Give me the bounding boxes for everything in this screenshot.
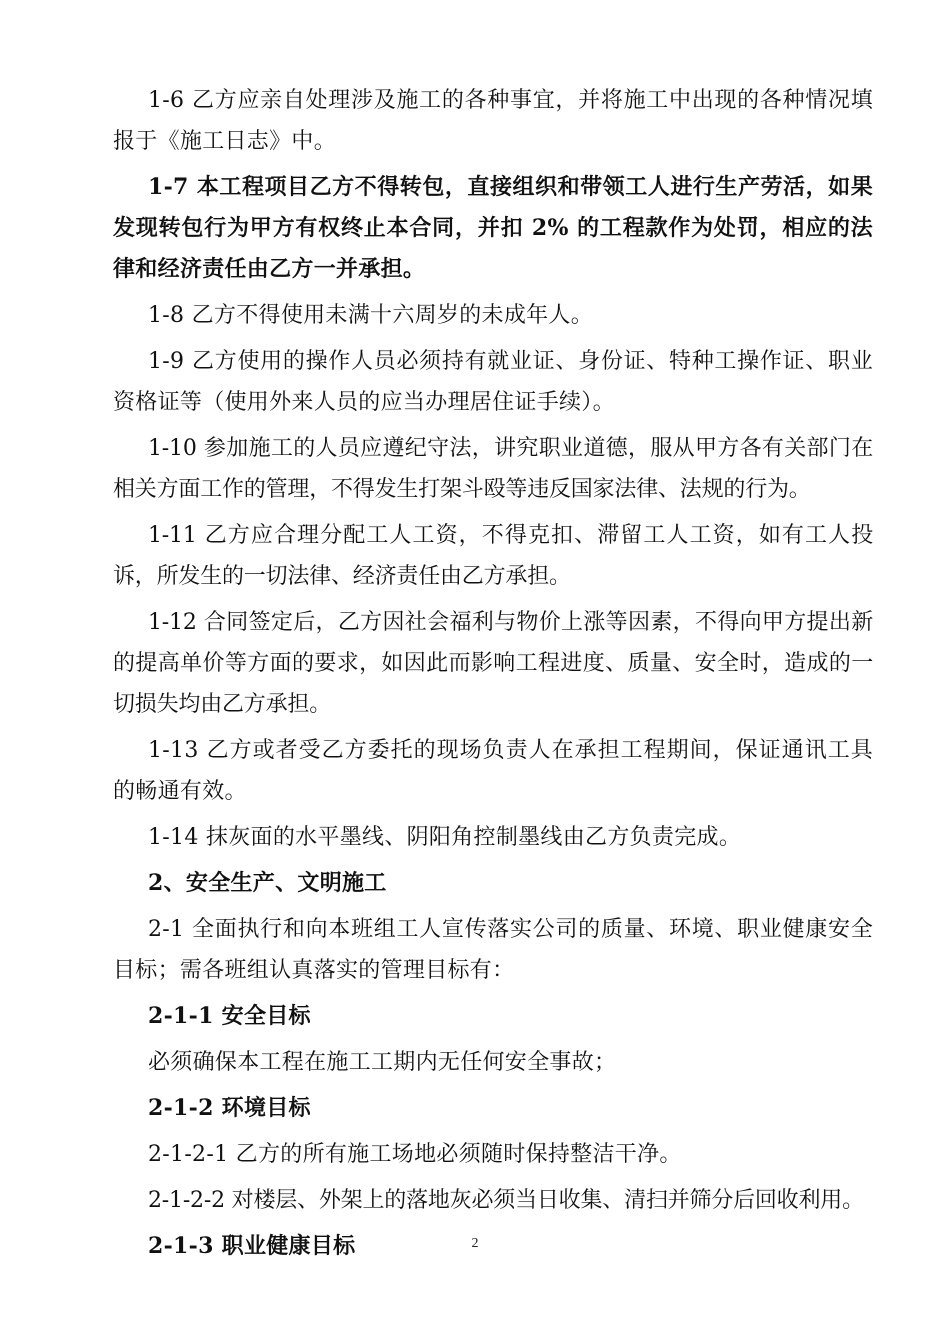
clause-1-7: 1-7 本工程项目乙方不得转包，直接组织和带领工人进行生产劳活，如果发现转包行为甲方有权终止本合同，并扣 2% 的工程款作为处罚，相应的法律和经济责任由乙方一并承担。: [113, 174, 873, 282]
clause-1-12: 1-12 合同签定后，乙方因社会福利与物价上涨等因素，不得向甲方提出新的提高单价等方面的要求，如因此而影响工程进度、质量、安全时，造成的一切损失均由乙方承担。: [113, 610, 873, 717]
clause-2-1-2-1: 2-1-2-1 乙方的所有施工场地必须随时保持整洁干净。: [148, 1142, 682, 1167]
clause-1-10: 1-10 参加施工的人员应遵纪守法，讲究职业道德，服从甲方各有关部门在相关方面工作的管理，不得发生打架斗殴等违反国家法律、法规的行为。: [113, 436, 873, 502]
clause-1-14: 1-14 抹灰面的水平墨线、阴阳角控制墨线由乙方负责完成。: [148, 825, 742, 850]
document-body: [113, 80, 873, 1272]
clause-2-1: 2-1 全面执行和向本班组工人宣传落实公司的质量、环境、职业健康安全目标；需各班组认真落实的管理目标有：: [113, 917, 873, 983]
clause-1-8: 1-8 乙方不得使用未满十六周岁的未成年人。: [148, 303, 594, 328]
page-number: 2: [471, 1236, 479, 1251]
section-heading-2: 2、安全生产、文明施工: [148, 870, 387, 896]
clause-1-6: 1-6 乙方应亲自处理涉及施工的各种事宜，并将施工中出现的各种情况填报于《施工日志》中。: [113, 88, 873, 154]
safety-goal-text: 必须确保本工程在施工工期内无任何安全事故；: [148, 1050, 617, 1075]
clause-2-1-2-2: 2-1-2-2 对楼层、外架上的落地灰必须当日收集、清扫并筛分后回收利用。: [148, 1188, 864, 1213]
clause-1-9: 1-9 乙方使用的操作人员必须持有就业证、身份证、特种工操作证、职业资格证等（使用外来人员的应当办理居住证手续）。: [113, 349, 873, 415]
subheading-2-1-3: 2-1-3 职业健康目标: [148, 1233, 356, 1259]
clause-1-13: 1-13 乙方或者受乙方委托的现场负责人在承担工程期间，保证通讯工具的畅通有效。: [113, 738, 873, 804]
clause-1-11: 1-11 乙方应合理分配工人工资，不得克扣、滞留工人工资，如有工人投诉，所发生的一切法律、经济责任由乙方承担。: [113, 523, 873, 589]
subheading-2-1-2: 2-1-2 环境目标: [148, 1095, 311, 1121]
subheading-2-1-1: 2-1-1 安全目标: [148, 1003, 311, 1029]
